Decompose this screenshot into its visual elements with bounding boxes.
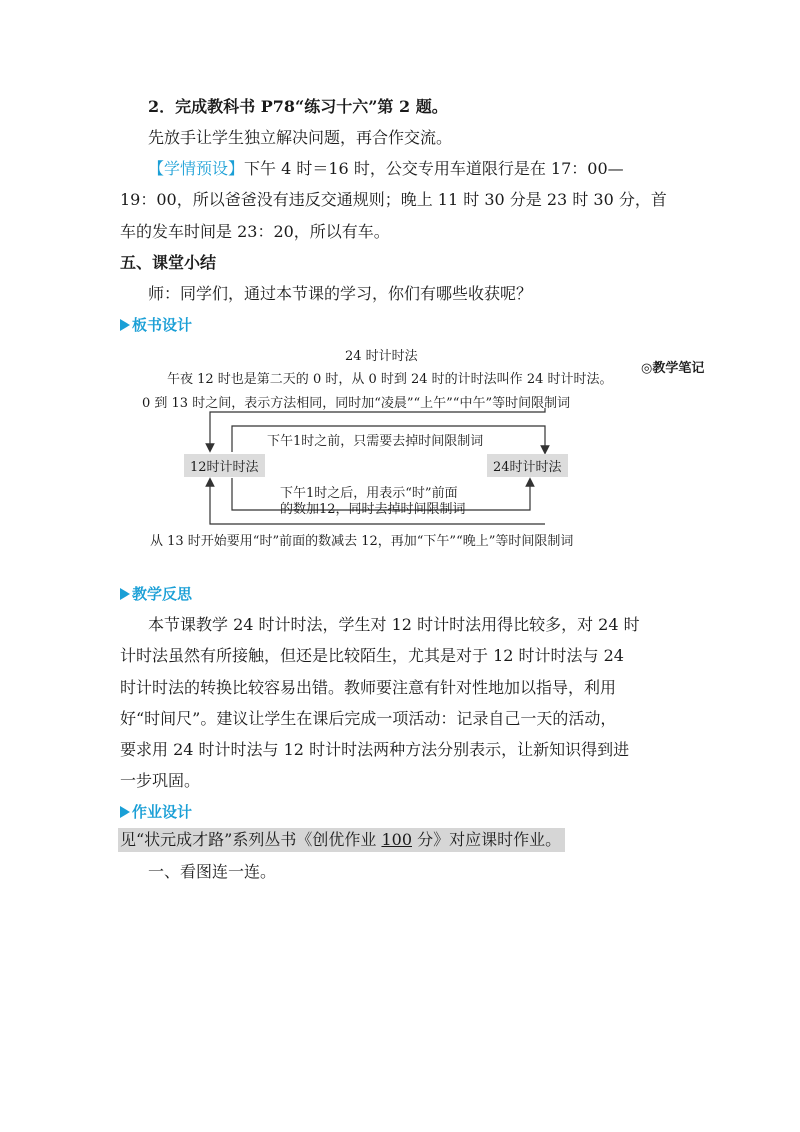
board-line2: 0 到 13 时之间，表示方法相同，同时加“凌晨”“上午”“中午”等时间限制词	[142, 396, 571, 411]
task2-title: 2．完成教科书 P78“练习十六”第 2 题。	[148, 97, 448, 116]
homework-item-1: 一、看图连一连。	[148, 862, 277, 881]
teaching-notes-label: ◎教学笔记	[641, 361, 705, 376]
reflection-line: 好“时间尺”。建议让学生在课后完成一项活动：记录自己一天的活动，	[120, 709, 617, 728]
triangle-bullet-icon	[120, 806, 130, 818]
reflection-line: 一步巩固。	[120, 771, 201, 790]
board-line1: 午夜 12 时也是第二天的 0 时，从 0 时到 24 时的计时法叫作 24 时计时法。	[167, 372, 613, 387]
section5-heading: 五、课堂小结	[120, 253, 217, 272]
triangle-bullet-icon	[120, 588, 130, 600]
preset-tag: 【学情预设】	[148, 159, 245, 178]
board-title: 24 时计时法	[345, 349, 418, 364]
reflection-heading: 教学反思	[120, 584, 192, 604]
task2-instruction: 先放手让学生独立解决问题，再合作交流。	[148, 128, 453, 147]
task2-preset-line2: 19：00，所以爸爸没有违反交通规则；晚上 11 时 30 分是 23 时 30 分，首	[120, 190, 667, 209]
reflection-line: 要求用 24 时计时法与 12 时计时法两种方法分别表示，让新知识得到进	[120, 740, 630, 759]
reflection-line: 计时法虽然有所接触，但还是比较陌生，尤其是对于 12 时计时法与 24	[120, 646, 624, 665]
triangle-bullet-icon	[120, 319, 130, 331]
board-inner-bottom-2: 的数加12，同时去掉时间限制词	[280, 502, 466, 517]
board-inner-top: 下午1时之前，只需要去掉时间限制词	[267, 434, 484, 449]
board-inner-bottom-1: 下午1时之后，用表示“时”前面	[280, 486, 458, 501]
reflection-line: 本节课教学 24 时计时法，学生对 12 时计时法用得比较多，对 24 时	[148, 615, 640, 634]
board-diagram	[120, 340, 640, 555]
reflection-line: 时计时法的转换比较容易出错。教师要注意有针对性地加以指导，利用	[120, 678, 617, 697]
board-heading: 板书设计	[120, 315, 192, 335]
homework-line: 见“状元成才路”系列丛书《创优作业 100 分》对应课时作业。	[118, 828, 565, 852]
right-box-24h: 24时计时法	[487, 454, 568, 477]
task2-preset-line1: 【学情预设】下午 4 时＝16 时，公交专用车道限行是在 17：00—	[148, 159, 624, 178]
homework-heading: 作业设计	[120, 802, 192, 822]
section5-line: 师：同学们，通过本节课的学习，你们有哪些收获呢？	[148, 284, 533, 303]
board-line-bottom: 从 13 时开始要用“时”前面的数减去 12，再加“下午”“晚上”等时间限制词	[150, 534, 574, 549]
left-box-12h: 12时计时法	[184, 454, 265, 477]
task2-preset-line3: 车的发车时间是 23：20，所以有车。	[120, 222, 390, 241]
